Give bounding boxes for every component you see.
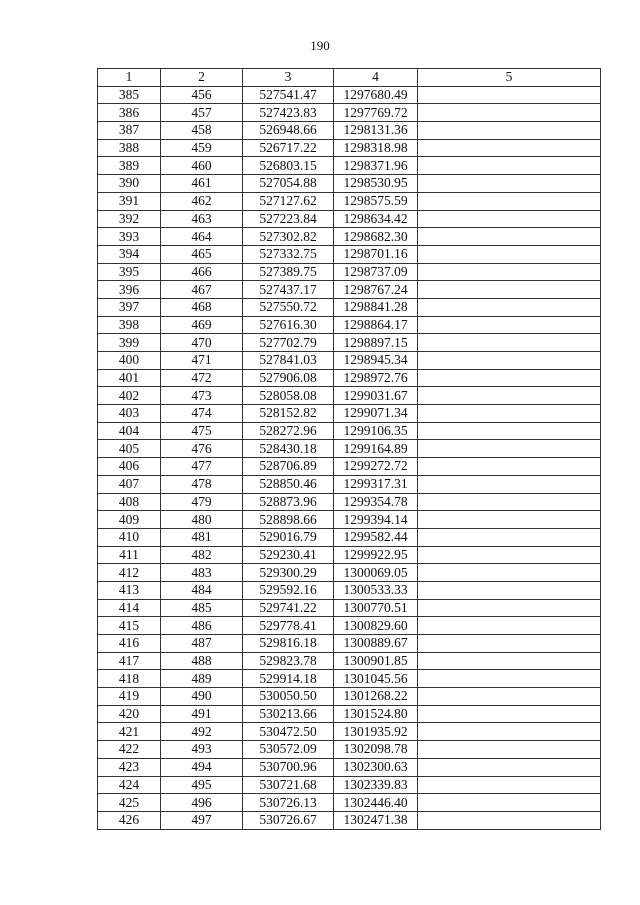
row-number-cell: 402	[98, 387, 161, 405]
table-row	[98, 475, 601, 493]
x-coordinate-cell: 530721.68	[243, 776, 334, 794]
row-number-cell: 412	[98, 564, 161, 582]
x-coordinate-cell: 528850.46	[243, 475, 334, 493]
point-number-cell: 468	[161, 298, 243, 316]
row-number-cell: 413	[98, 581, 161, 599]
note-cell	[418, 210, 601, 228]
point-number-cell: 491	[161, 705, 243, 723]
point-number-cell: 481	[161, 528, 243, 546]
note-cell	[418, 139, 601, 157]
x-coordinate-cell: 527332.75	[243, 245, 334, 263]
note-cell	[418, 422, 601, 440]
y-coordinate-cell: 1299164.89	[334, 440, 418, 458]
note-cell	[418, 670, 601, 688]
x-coordinate-cell: 527702.79	[243, 334, 334, 352]
table-row	[98, 369, 601, 387]
point-number-cell: 470	[161, 334, 243, 352]
y-coordinate-cell: 1302471.38	[334, 811, 418, 829]
y-coordinate-cell: 1298737.09	[334, 263, 418, 281]
point-number-cell: 479	[161, 493, 243, 511]
note-cell	[418, 652, 601, 670]
row-number-cell: 424	[98, 776, 161, 794]
row-number-cell: 387	[98, 122, 161, 140]
table-row	[98, 493, 601, 511]
point-number-cell: 471	[161, 352, 243, 370]
column-header-2: 2	[161, 69, 243, 87]
row-number-cell: 421	[98, 723, 161, 741]
table-header	[98, 69, 601, 87]
row-number-cell: 420	[98, 705, 161, 723]
y-coordinate-cell: 1298897.15	[334, 334, 418, 352]
row-number-cell: 425	[98, 794, 161, 812]
point-number-cell: 464	[161, 228, 243, 246]
point-number-cell: 484	[161, 581, 243, 599]
row-number-cell: 407	[98, 475, 161, 493]
x-coordinate-cell: 529300.29	[243, 564, 334, 582]
note-cell	[418, 705, 601, 723]
point-number-cell: 463	[161, 210, 243, 228]
point-number-cell: 496	[161, 794, 243, 812]
table-row	[98, 705, 601, 723]
y-coordinate-cell: 1302098.78	[334, 741, 418, 759]
x-coordinate-cell: 528058.08	[243, 387, 334, 405]
table-row	[98, 228, 601, 246]
x-coordinate-cell: 527302.82	[243, 228, 334, 246]
y-coordinate-cell: 1298701.16	[334, 245, 418, 263]
y-coordinate-cell: 1298682.30	[334, 228, 418, 246]
header-row	[98, 69, 601, 87]
note-cell	[418, 688, 601, 706]
point-number-cell: 486	[161, 617, 243, 635]
table-row	[98, 652, 601, 670]
x-coordinate-cell: 528706.89	[243, 458, 334, 476]
table-body	[98, 86, 601, 829]
x-coordinate-cell: 528873.96	[243, 493, 334, 511]
row-number-cell: 397	[98, 298, 161, 316]
row-number-cell: 398	[98, 316, 161, 334]
x-coordinate-cell: 527437.17	[243, 281, 334, 299]
row-number-cell: 418	[98, 670, 161, 688]
y-coordinate-cell: 1298767.24	[334, 281, 418, 299]
x-coordinate-cell: 527616.30	[243, 316, 334, 334]
x-coordinate-cell: 530726.13	[243, 794, 334, 812]
table-row	[98, 245, 601, 263]
point-number-cell: 489	[161, 670, 243, 688]
point-number-cell: 487	[161, 635, 243, 653]
point-number-cell: 477	[161, 458, 243, 476]
note-cell	[418, 175, 601, 193]
column-header-1: 1	[98, 69, 161, 87]
table-row	[98, 564, 601, 582]
x-coordinate-cell: 527054.88	[243, 175, 334, 193]
y-coordinate-cell: 1298972.76	[334, 369, 418, 387]
table-row	[98, 192, 601, 210]
page-number: 190	[310, 38, 330, 53]
note-cell	[418, 723, 601, 741]
y-coordinate-cell: 1299922.95	[334, 546, 418, 564]
y-coordinate-cell: 1297769.72	[334, 104, 418, 122]
table-row	[98, 139, 601, 157]
row-number-cell: 390	[98, 175, 161, 193]
note-cell	[418, 758, 601, 776]
note-cell	[418, 316, 601, 334]
table-row	[98, 776, 601, 794]
x-coordinate-cell: 529816.18	[243, 635, 334, 653]
x-coordinate-cell: 528430.18	[243, 440, 334, 458]
y-coordinate-cell: 1302300.63	[334, 758, 418, 776]
note-cell	[418, 635, 601, 653]
note-cell	[418, 581, 601, 599]
note-cell	[418, 405, 601, 423]
table-row	[98, 723, 601, 741]
y-coordinate-cell: 1300533.33	[334, 581, 418, 599]
note-cell	[418, 794, 601, 812]
point-number-cell: 456	[161, 86, 243, 104]
table-row	[98, 440, 601, 458]
point-number-cell: 474	[161, 405, 243, 423]
row-number-cell: 422	[98, 741, 161, 759]
y-coordinate-cell: 1298131.36	[334, 122, 418, 140]
row-number-cell: 395	[98, 263, 161, 281]
column-header-4: 4	[334, 69, 418, 87]
x-coordinate-cell: 529778.41	[243, 617, 334, 635]
note-cell	[418, 511, 601, 529]
note-cell	[418, 617, 601, 635]
table-row	[98, 811, 601, 829]
note-cell	[418, 440, 601, 458]
y-coordinate-cell: 1298530.95	[334, 175, 418, 193]
x-coordinate-cell: 527841.03	[243, 352, 334, 370]
table-row	[98, 546, 601, 564]
table-row	[98, 758, 601, 776]
y-coordinate-cell: 1300069.05	[334, 564, 418, 582]
point-number-cell: 483	[161, 564, 243, 582]
row-number-cell: 394	[98, 245, 161, 263]
point-number-cell: 461	[161, 175, 243, 193]
note-cell	[418, 281, 601, 299]
point-number-cell: 472	[161, 369, 243, 387]
row-number-cell: 391	[98, 192, 161, 210]
point-number-cell: 459	[161, 139, 243, 157]
table-row	[98, 794, 601, 812]
table-row	[98, 316, 601, 334]
y-coordinate-cell: 1298318.98	[334, 139, 418, 157]
table-row	[98, 741, 601, 759]
row-number-cell: 411	[98, 546, 161, 564]
table-row	[98, 405, 601, 423]
row-number-cell: 409	[98, 511, 161, 529]
x-coordinate-cell: 526717.22	[243, 139, 334, 157]
point-number-cell: 485	[161, 599, 243, 617]
table-row	[98, 175, 601, 193]
point-number-cell: 478	[161, 475, 243, 493]
table-row	[98, 528, 601, 546]
point-number-cell: 493	[161, 741, 243, 759]
point-number-cell: 466	[161, 263, 243, 281]
x-coordinate-cell: 527223.84	[243, 210, 334, 228]
row-number-cell: 399	[98, 334, 161, 352]
note-cell	[418, 599, 601, 617]
y-coordinate-cell: 1298575.59	[334, 192, 418, 210]
table-row	[98, 104, 601, 122]
row-number-cell: 406	[98, 458, 161, 476]
y-coordinate-cell: 1300889.67	[334, 635, 418, 653]
row-number-cell: 419	[98, 688, 161, 706]
y-coordinate-cell: 1298371.96	[334, 157, 418, 175]
point-number-cell: 476	[161, 440, 243, 458]
row-number-cell: 414	[98, 599, 161, 617]
point-number-cell: 475	[161, 422, 243, 440]
note-cell	[418, 245, 601, 263]
note-cell	[418, 298, 601, 316]
note-cell	[418, 528, 601, 546]
y-coordinate-cell: 1298634.42	[334, 210, 418, 228]
row-number-cell: 417	[98, 652, 161, 670]
x-coordinate-cell: 527423.83	[243, 104, 334, 122]
x-coordinate-cell: 530213.66	[243, 705, 334, 723]
x-coordinate-cell: 530700.96	[243, 758, 334, 776]
row-number-cell: 392	[98, 210, 161, 228]
point-number-cell: 495	[161, 776, 243, 794]
point-number-cell: 480	[161, 511, 243, 529]
note-cell	[418, 86, 601, 104]
y-coordinate-cell: 1302446.40	[334, 794, 418, 812]
x-coordinate-cell: 528152.82	[243, 405, 334, 423]
x-coordinate-cell: 526948.66	[243, 122, 334, 140]
row-number-cell: 415	[98, 617, 161, 635]
coordinates-table	[97, 68, 601, 830]
row-number-cell: 386	[98, 104, 161, 122]
x-coordinate-cell: 527389.75	[243, 263, 334, 281]
table-row	[98, 599, 601, 617]
table-row	[98, 122, 601, 140]
note-cell	[418, 387, 601, 405]
row-number-cell: 388	[98, 139, 161, 157]
point-number-cell: 473	[161, 387, 243, 405]
note-cell	[418, 334, 601, 352]
y-coordinate-cell: 1301524.80	[334, 705, 418, 723]
x-coordinate-cell: 527541.47	[243, 86, 334, 104]
point-number-cell: 492	[161, 723, 243, 741]
x-coordinate-cell: 527906.08	[243, 369, 334, 387]
table-row	[98, 210, 601, 228]
column-header-3: 3	[243, 69, 334, 87]
point-number-cell: 458	[161, 122, 243, 140]
row-number-cell: 396	[98, 281, 161, 299]
x-coordinate-cell: 529592.16	[243, 581, 334, 599]
y-coordinate-cell: 1298945.34	[334, 352, 418, 370]
table-row	[98, 617, 601, 635]
note-cell	[418, 192, 601, 210]
point-number-cell: 469	[161, 316, 243, 334]
row-number-cell: 404	[98, 422, 161, 440]
y-coordinate-cell: 1302339.83	[334, 776, 418, 794]
note-cell	[418, 546, 601, 564]
note-cell	[418, 369, 601, 387]
row-number-cell: 385	[98, 86, 161, 104]
y-coordinate-cell: 1299106.35	[334, 422, 418, 440]
x-coordinate-cell: 530472.50	[243, 723, 334, 741]
y-coordinate-cell: 1300901.85	[334, 652, 418, 670]
row-number-cell: 405	[98, 440, 161, 458]
x-coordinate-cell: 530726.67	[243, 811, 334, 829]
y-coordinate-cell: 1299354.78	[334, 493, 418, 511]
table-row	[98, 281, 601, 299]
x-coordinate-cell: 528272.96	[243, 422, 334, 440]
point-number-cell: 488	[161, 652, 243, 670]
table-row	[98, 670, 601, 688]
point-number-cell: 457	[161, 104, 243, 122]
note-cell	[418, 564, 601, 582]
note-cell	[418, 776, 601, 794]
row-number-cell: 403	[98, 405, 161, 423]
y-coordinate-cell: 1298841.28	[334, 298, 418, 316]
y-coordinate-cell: 1298864.17	[334, 316, 418, 334]
x-coordinate-cell: 529741.22	[243, 599, 334, 617]
table-row	[98, 635, 601, 653]
table-row	[98, 86, 601, 104]
y-coordinate-cell: 1299394.14	[334, 511, 418, 529]
table-row	[98, 352, 601, 370]
row-number-cell: 400	[98, 352, 161, 370]
y-coordinate-cell: 1301268.22	[334, 688, 418, 706]
y-coordinate-cell: 1301935.92	[334, 723, 418, 741]
table-row	[98, 157, 601, 175]
table-row	[98, 688, 601, 706]
row-number-cell: 393	[98, 228, 161, 246]
point-number-cell: 460	[161, 157, 243, 175]
row-number-cell: 408	[98, 493, 161, 511]
note-cell	[418, 157, 601, 175]
note-cell	[418, 741, 601, 759]
point-number-cell: 482	[161, 546, 243, 564]
column-header-5: 5	[418, 69, 601, 87]
point-number-cell: 465	[161, 245, 243, 263]
table-row	[98, 458, 601, 476]
row-number-cell: 423	[98, 758, 161, 776]
y-coordinate-cell: 1299317.31	[334, 475, 418, 493]
x-coordinate-cell: 528898.66	[243, 511, 334, 529]
table-row	[98, 334, 601, 352]
x-coordinate-cell: 529823.78	[243, 652, 334, 670]
note-cell	[418, 263, 601, 281]
x-coordinate-cell: 530050.50	[243, 688, 334, 706]
note-cell	[418, 811, 601, 829]
y-coordinate-cell: 1299071.34	[334, 405, 418, 423]
row-number-cell: 416	[98, 635, 161, 653]
note-cell	[418, 352, 601, 370]
x-coordinate-cell: 527550.72	[243, 298, 334, 316]
y-coordinate-cell: 1299582.44	[334, 528, 418, 546]
row-number-cell: 426	[98, 811, 161, 829]
point-number-cell: 490	[161, 688, 243, 706]
note-cell	[418, 475, 601, 493]
y-coordinate-cell: 1299031.67	[334, 387, 418, 405]
table-row	[98, 511, 601, 529]
x-coordinate-cell: 529914.18	[243, 670, 334, 688]
point-number-cell: 467	[161, 281, 243, 299]
row-number-cell: 401	[98, 369, 161, 387]
point-number-cell: 462	[161, 192, 243, 210]
y-coordinate-cell: 1301045.56	[334, 670, 418, 688]
row-number-cell: 389	[98, 157, 161, 175]
y-coordinate-cell: 1300770.51	[334, 599, 418, 617]
x-coordinate-cell: 529230.41	[243, 546, 334, 564]
note-cell	[418, 458, 601, 476]
note-cell	[418, 228, 601, 246]
x-coordinate-cell: 527127.62	[243, 192, 334, 210]
table-row	[98, 298, 601, 316]
y-coordinate-cell: 1300829.60	[334, 617, 418, 635]
y-coordinate-cell: 1299272.72	[334, 458, 418, 476]
x-coordinate-cell: 526803.15	[243, 157, 334, 175]
table-row	[98, 387, 601, 405]
table-row	[98, 581, 601, 599]
x-coordinate-cell: 529016.79	[243, 528, 334, 546]
note-cell	[418, 104, 601, 122]
y-coordinate-cell: 1297680.49	[334, 86, 418, 104]
row-number-cell: 410	[98, 528, 161, 546]
table-row	[98, 263, 601, 281]
note-cell	[418, 493, 601, 511]
x-coordinate-cell: 530572.09	[243, 741, 334, 759]
point-number-cell: 494	[161, 758, 243, 776]
note-cell	[418, 122, 601, 140]
point-number-cell: 497	[161, 811, 243, 829]
table-row	[98, 422, 601, 440]
